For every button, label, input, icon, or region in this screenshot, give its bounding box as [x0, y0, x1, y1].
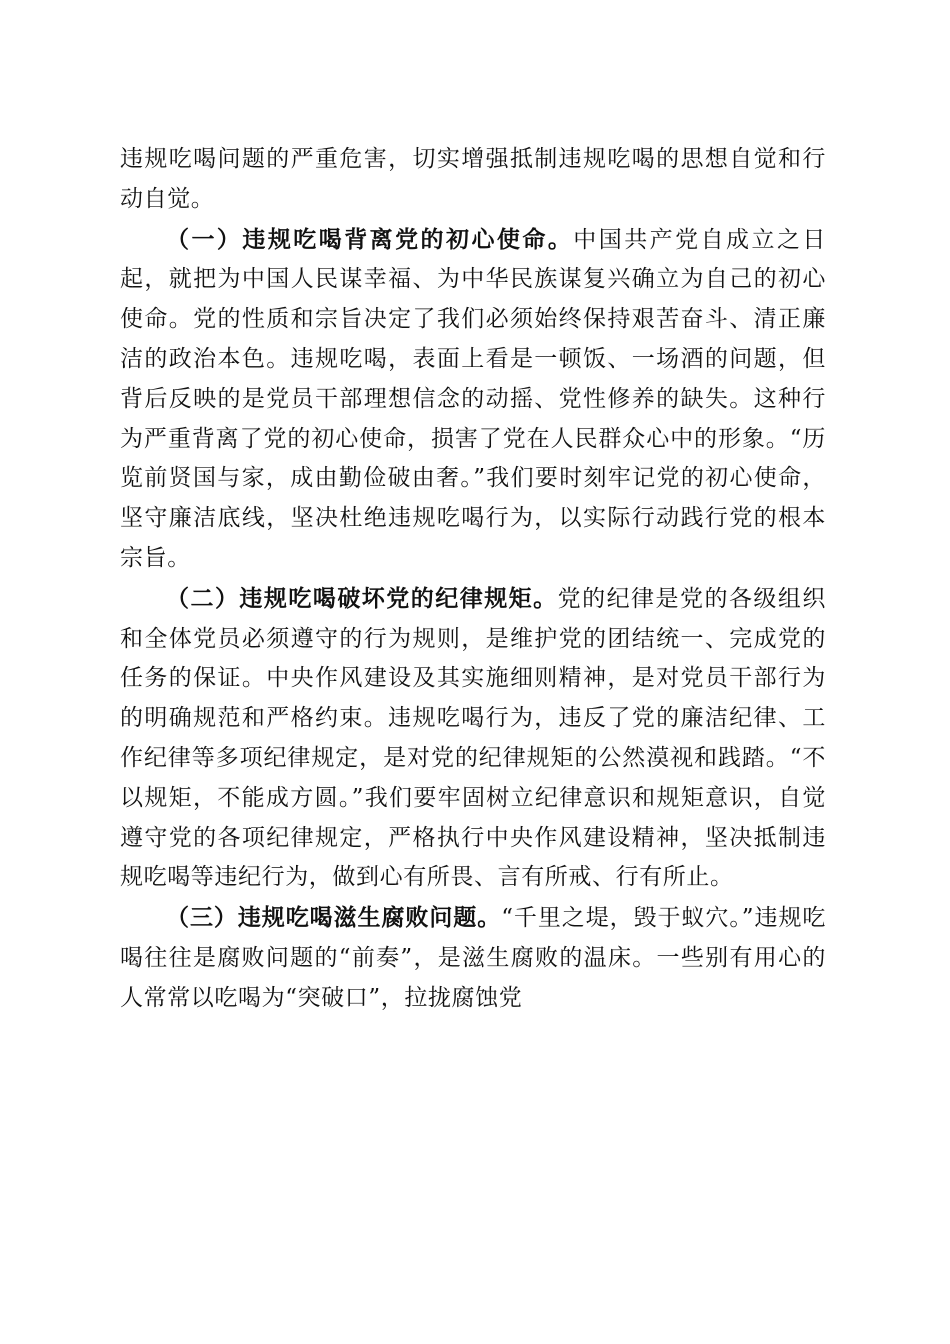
- paragraph-section-3: [120, 898, 826, 1018]
- paragraph-continuation: [120, 140, 826, 220]
- document-page: [120, 140, 826, 1019]
- section-heading-3: （三）违规吃喝滋生腐败问题。: [166, 904, 502, 932]
- paragraph-body: 中国共产党自成立之日起，就把为中国人民谋幸福、为中华民族谋复兴确立为自己的初心使命。党的性质和宗旨决定了我们必须始终保持艰苦奋斗、清正廉洁的政治本色。违规吃喝，表面上看是一顿饭、一场酒的问题，但背后反映的是党员干部理想信念的动摇、党性修养的缺失。这种行为严重背离了党的初心使命，损害了党在人民群众心中的形象。“历览前贤国与家，成由勤俭破由奢。”我们要时刻牢记党的初心使命，坚守廉洁底线，坚决杜绝违规吃喝行为，以实际行动践行党的根本宗旨。: [120, 226, 826, 571]
- paragraph-section-2: [120, 579, 826, 898]
- paragraph-section-1: [120, 220, 826, 579]
- section-heading-2: （二）违规吃喝破坏党的纪律规矩。: [166, 584, 558, 612]
- paragraph-body: 党的纪律是党的各级组织和全体党员必须遵守的行为规则，是维护党的团结统一、完成党的任务的保证。中央作风建设及其实施细则精神，是对党员干部行为的明确规范和严格约束。违规吃喝行为，违反了党的廉洁纪律、工作纪律等多项纪律规定，是对党的纪律规矩的公然漠视和践踏。“不以规矩，不能成方圆。”我们要牢固树立纪律意识和规矩意识，自觉遵守党的各项纪律规定，严格执行中央作风建设精神，坚决抵制违规吃喝等违纪行为，做到心有所畏、言有所戒、行有所止。: [120, 585, 826, 891]
- paragraph-body: “千里之堤，毁于蚁穴。”违规吃喝往往是腐败问题的“前奏”，是滋生腐败的温床。一些别有用心的人常常以吃喝为“突破口”，拉拢腐蚀党: [120, 905, 826, 1011]
- section-heading-1: （一）违规吃喝背离党的初心使命。: [166, 225, 574, 253]
- paragraph-body: 违规吃喝问题的严重危害，切实增强抵制违规吃喝的思想自觉和行动自觉。: [120, 146, 826, 212]
